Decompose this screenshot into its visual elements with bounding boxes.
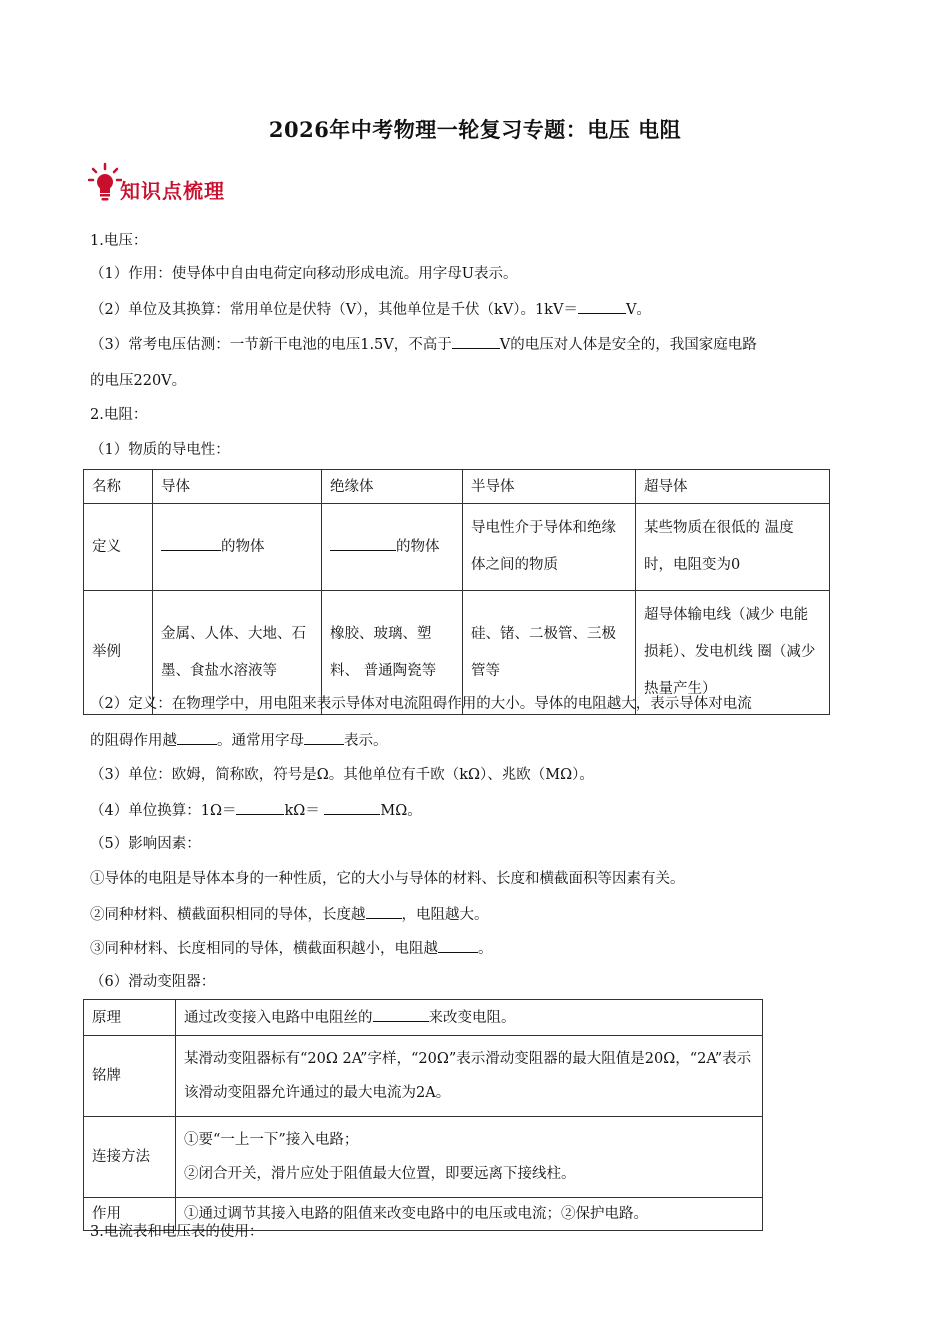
text-fragment: 。 (478, 941, 493, 957)
fill-blank (304, 730, 344, 745)
table-row (84, 470, 830, 504)
fill-blank (438, 938, 478, 953)
text-line: ①要“一上一下”接入电路； (184, 1132, 359, 1148)
table-header: 半导体 (463, 470, 636, 504)
table-row (84, 1117, 763, 1198)
row-label: 定义 (84, 504, 153, 591)
table-cell (176, 1117, 763, 1198)
factor-1: ①导体的电阻是导体本身的一种性质，它的大小与导体的材料、长度和横截面积等因素有关。 (90, 871, 685, 887)
text-fragment: 的物体 (221, 538, 265, 555)
table-cell: 超导体输电线（减少 电能损耗）、发电机线 圈（减少热量产生） (636, 591, 830, 715)
paragraph-meters: 3.电流表和电压表的使用： (90, 1224, 264, 1240)
row-label: 原理 (84, 1000, 176, 1036)
lightbulb-icon (88, 162, 122, 202)
table-cell: 硅、锗、二极管、三极管等 (463, 591, 636, 715)
page-title: 2026年中考物理一轮复习专题：电压 电阻 (268, 117, 682, 142)
row-label: 作用 (84, 1198, 176, 1231)
fill-blank (177, 730, 217, 745)
row-label: 连接方法 (84, 1117, 176, 1198)
paragraph-resistance: 2.电阻： (90, 407, 148, 423)
fill-blank (578, 299, 626, 314)
table-cell: 金属、人体、大地、石墨、食盐水溶液等 (153, 591, 322, 715)
fill-blank (452, 334, 500, 349)
table-cell: ①通过调节其接入电路的阻值来改变电路中的电压或电流；②保护电路。 (176, 1198, 763, 1231)
resistance-definition: （2）定义：在物理学中，用电阻来表示导体对电流阻碍作用的大小。导体的电阻越大，表示导体对电流 (90, 696, 752, 712)
table-header: 导体 (153, 470, 322, 504)
factor-2 (90, 904, 489, 925)
voltage-estimate (90, 334, 757, 355)
factors-heading: （5）影响因素： (90, 836, 201, 852)
voltage-function: （1）作用：使导体中自由电荷定向移动形成电流。用字母U表示。 (90, 266, 518, 282)
text-fragment: 表示。 (344, 733, 388, 749)
fill-blank (161, 536, 221, 551)
text-fragment: ，电阻越大。 (401, 907, 489, 923)
table-cell (322, 504, 463, 591)
resistance-units: （3）单位：欧姆，简称欧，符号是Ω。其他单位有千欧（kΩ）、兆欧（MΩ）。 (90, 767, 594, 783)
fill-blank (324, 800, 380, 815)
row-label: 铭牌 (84, 1036, 176, 1117)
text-line: ②闭合开关，滑片应处于阻值最大位置，即要远离下接线柱。 (184, 1166, 576, 1182)
voltage-units (90, 299, 651, 320)
table-row (84, 1000, 763, 1036)
text-fragment: 的阻碍作用越 (90, 733, 177, 749)
text-fragment: V。 (625, 302, 651, 318)
row-label: 举例 (84, 591, 153, 715)
fill-blank (373, 1007, 429, 1022)
table-header: 绝缘体 (322, 470, 463, 504)
text-fragment: （3）常考电压估测：一节新干电池的电压1.5V，不高于 (90, 337, 452, 353)
rheostat-heading: （6）滑动变阻器： (90, 974, 216, 990)
table-cell: 导电性介于导体和绝缘体之间的物质 (463, 504, 636, 591)
text-fragment: 。通常用字母 (217, 733, 304, 749)
text-fragment: 通过改变接入电路中电阻丝的 (184, 1010, 373, 1026)
table-header: 名称 (84, 470, 153, 504)
conductivity-table (83, 469, 830, 715)
table-cell: 某滑动变阻器标有“20Ω 2A”字样，“20Ω”表示滑动变阻器的最大阻值是20Ω，“2A”表示该滑动变阻器允许通过的最大电流为2A。 (176, 1036, 763, 1117)
text-fragment: kΩ＝ (284, 803, 325, 819)
text-fragment: 来改变电阻。 (428, 1010, 516, 1026)
voltage-estimate-cont: 的电压220V。 (90, 373, 187, 389)
table-cell (153, 504, 322, 591)
table-header: 超导体 (636, 470, 830, 504)
paragraph-voltage: 1.电压： (90, 233, 148, 249)
table-cell: 橡胶、玻璃、塑料、 普通陶瓷等 (322, 591, 463, 715)
fill-blank (236, 800, 284, 815)
text-fragment: （2）单位及其换算：常用单位是伏特（V），其他单位是千伏（kV）。1kV＝ (90, 302, 578, 318)
fill-blank (330, 536, 396, 551)
text-fragment: V的电压对人体是安全的，我国家庭电路 (499, 337, 757, 353)
table-cell (176, 1000, 763, 1036)
section-title: 知识点梳理 (120, 179, 225, 203)
conductivity-heading: （1）物质的导电性： (90, 442, 230, 458)
fill-blank (366, 904, 402, 919)
resistance-definition-cont (90, 730, 388, 751)
text-fragment: MΩ。 (380, 803, 422, 819)
text-fragment: （4）单位换算：1Ω＝ (90, 803, 237, 819)
rheostat-table (83, 999, 763, 1231)
factor-3 (90, 938, 493, 959)
table-cell: 某些物质在很低的 温度时，电阻变为0 (636, 504, 830, 591)
text-fragment: ③同种材料、长度相同的导体，横截面积越小，电阻越 (90, 941, 438, 957)
unit-conversion (90, 800, 422, 821)
table-row (84, 504, 830, 591)
text-fragment: ②同种材料、横截面积相同的导体，长度越 (90, 907, 366, 923)
text-fragment: 的物体 (396, 538, 440, 555)
table-row (84, 1036, 763, 1117)
section-heading (88, 162, 388, 212)
